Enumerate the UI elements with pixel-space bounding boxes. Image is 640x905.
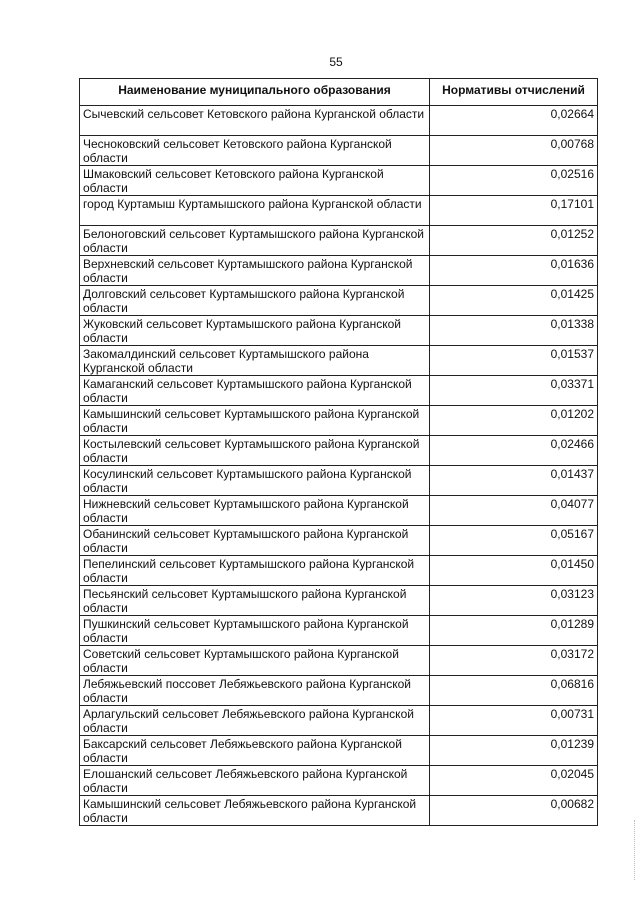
norm-value-cell: 0,01450	[430, 556, 598, 586]
municipality-name-cell: Обанинский сельсовет Куртамышского района Курганской области	[80, 526, 430, 556]
municipality-name-cell: Жуковский сельсовет Куртамышского района Курганской области	[80, 316, 430, 346]
norm-value-cell: 0,01338	[430, 316, 598, 346]
municipality-name-cell: Елошанский сельсовет Лебяжьевского района Курганской области	[80, 766, 430, 796]
column-header-norm: Нормативы отчислений	[430, 79, 598, 106]
municipality-name-cell: Закомалдинский сельсовет Куртамышского района Курганской области	[80, 346, 430, 376]
norm-value-cell: 0,03172	[430, 646, 598, 676]
norm-value-cell: 0,00682	[430, 796, 598, 826]
norm-value-cell: 0,01537	[430, 346, 598, 376]
table-row	[80, 106, 598, 136]
table-row	[80, 316, 598, 346]
table-row	[80, 706, 598, 736]
municipality-name-cell: Косулинский сельсовет Куртамышского района Курганской области	[80, 466, 430, 496]
municipality-name-cell: Песьянский сельсовет Куртамышского района Курганской области	[80, 586, 430, 616]
norm-value-cell: 0,01636	[430, 256, 598, 286]
table-row	[80, 286, 598, 316]
municipality-name-cell: Чесноковский сельсовет Кетовского района Курганской области	[80, 136, 430, 166]
municipality-name-cell: Пушкинский сельсовет Куртамышского района Курганской области	[80, 616, 430, 646]
norm-value-cell: 0,02466	[430, 436, 598, 466]
norm-value-cell: 0,05167	[430, 526, 598, 556]
table-row	[80, 436, 598, 466]
municipality-name-cell: Лебяжьевский поссовет Лебяжьевского района Курганской области	[80, 676, 430, 706]
municipality-name-cell: Сычевский сельсовет Кетовского района Курганской области	[80, 106, 430, 136]
table-row	[80, 586, 598, 616]
table-row	[80, 166, 598, 196]
norm-value-cell: 0,00731	[430, 706, 598, 736]
norm-value-cell: 0,01252	[430, 226, 598, 256]
norm-value-cell: 0,01239	[430, 736, 598, 766]
municipality-name-cell: Советский сельсовет Куртамышского района Курганской области	[80, 646, 430, 676]
norm-value-cell: 0,06816	[430, 676, 598, 706]
norm-value-cell: 0,03123	[430, 586, 598, 616]
page-number: 55	[329, 55, 343, 69]
municipality-name-cell: Камышинский сельсовет Лебяжьевского района Курганской области	[80, 796, 430, 826]
norm-value-cell: 0,00768	[430, 136, 598, 166]
table-row	[80, 766, 598, 796]
table-row	[80, 376, 598, 406]
table-row	[80, 466, 598, 496]
norm-value-cell: 0,01202	[430, 406, 598, 436]
table-row	[80, 226, 598, 256]
municipality-name-cell: Верхневский сельсовет Куртамышского района Курганской области	[80, 256, 430, 286]
scan-edge-marks	[634, 820, 636, 880]
table-row	[80, 526, 598, 556]
municipality-name-cell: Долговский сельсовет Куртамышского района Курганской области	[80, 286, 430, 316]
table-row	[80, 196, 598, 226]
table-header-row	[80, 79, 598, 106]
table-row	[80, 646, 598, 676]
municipality-name-cell: Баксарский сельсовет Лебяжьевского района Курганской области	[80, 736, 430, 766]
table-row	[80, 496, 598, 526]
norms-table	[79, 78, 598, 826]
municipality-name-cell: город Куртамыш Куртамышского района Курганской области	[80, 196, 430, 226]
table-row	[80, 736, 598, 766]
norm-value-cell: 0,01425	[430, 286, 598, 316]
municipality-name-cell: Белоноговский сельсовет Куртамышского района Курганской области	[80, 226, 430, 256]
municipality-name-cell: Камаганский сельсовет Куртамышского района Курганской области	[80, 376, 430, 406]
table-row	[80, 406, 598, 436]
norm-value-cell: 0,01437	[430, 466, 598, 496]
municipality-name-cell: Шмаковский сельсовет Кетовского района Курганской области	[80, 166, 430, 196]
table-row	[80, 136, 598, 166]
norm-value-cell: 0,02045	[430, 766, 598, 796]
norm-value-cell: 0,17101	[430, 196, 598, 226]
column-header-name: Наименование муниципального образования	[80, 79, 430, 106]
norm-value-cell: 0,02664	[430, 106, 598, 136]
table-row	[80, 556, 598, 586]
norm-value-cell: 0,04077	[430, 496, 598, 526]
norm-value-cell: 0,03371	[430, 376, 598, 406]
municipality-name-cell: Нижневский сельсовет Куртамышского района Курганской области	[80, 496, 430, 526]
norm-value-cell: 0,01289	[430, 616, 598, 646]
table-row	[80, 796, 598, 826]
municipality-name-cell: Арлагульский сельсовет Лебяжьевского района Курганской области	[80, 706, 430, 736]
municipality-name-cell: Пепелинский сельсовет Куртамышского района Курганской области	[80, 556, 430, 586]
norm-value-cell: 0,02516	[430, 166, 598, 196]
table-row	[80, 616, 598, 646]
table-row	[80, 676, 598, 706]
table-row	[80, 256, 598, 286]
municipality-name-cell: Костылевский сельсовет Куртамышского района Курганской области	[80, 436, 430, 466]
municipality-name-cell: Камышинский сельсовет Куртамышского района Курганской области	[80, 406, 430, 436]
table-row	[80, 346, 598, 376]
